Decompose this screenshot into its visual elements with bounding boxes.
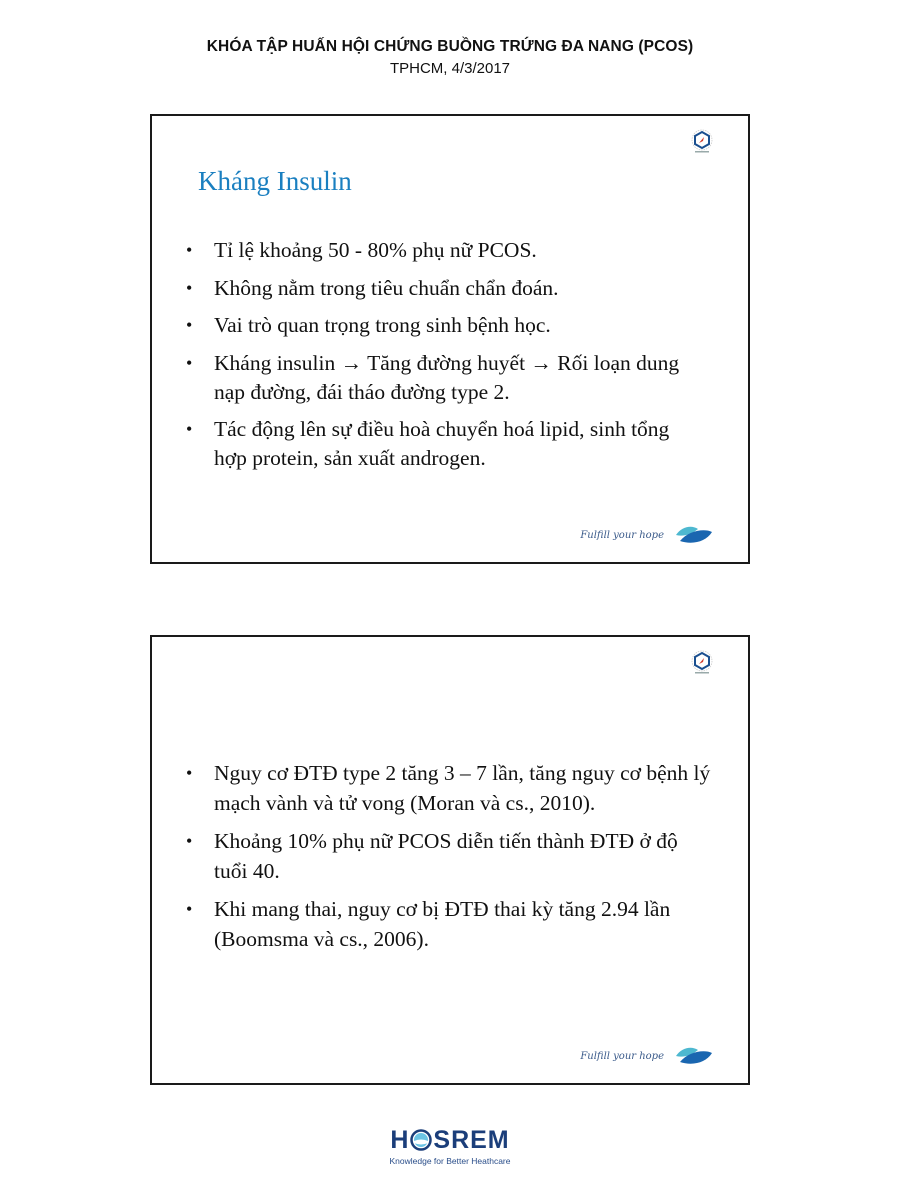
bullet-text: Kháng insulin → Tăng đường huyết → Rối loạn dung nạp đường, đái tháo đường type 2. [214,350,680,404]
slide-footer-brand [580,524,714,546]
course-title: KHÓA TẬP HUẤN HỘI CHỨNG BUỒNG TRỨNG ĐA NANG (PCOS) [206,38,694,55]
bullet-item [186,415,706,473]
bullet-marker: • [186,831,193,851]
bullet-marker: • [186,419,193,439]
course-date-location: TPHCM, 4/3/2017 [389,60,511,77]
hosrem-tagline: Knowledge for Better Heathcare [389,1156,511,1166]
globe-o-icon [410,1129,432,1151]
bullet-item [186,311,706,340]
bullet-text: Tác động lên sự điều hoà chuyển hoá lipid, sinh tổng hợp protein, sản xuất androgen. [214,417,670,470]
footer-tagline: Fulfill your hope [580,529,664,541]
bullet-text: Vai trò quan trọng trong sinh bệnh học. [214,313,551,337]
slide-footer-brand [580,1045,714,1067]
slide-2 [150,635,750,1085]
bullet-item [186,759,716,818]
hosrem-logo [370,1125,530,1166]
bullet-text: Khi mang thai, nguy cơ bị ĐTĐ thai kỳ tăng 2.94 lần (Boomsma và cs., 2006). [214,897,671,951]
bullet-item [186,274,706,303]
bullet-list [186,236,706,482]
document-header [0,36,900,80]
bullet-text: Tỉ lệ khoảng 50 - 80% phụ nữ PCOS. [214,238,537,262]
slide-title: Kháng Insulin [198,166,352,196]
bullet-text: Khoảng 10% phụ nữ PCOS diễn tiến thành ĐTĐ ở độ tuổi 40. [214,829,678,883]
bullet-marker: • [186,352,193,373]
footer-tagline: Fulfill your hope [580,1050,664,1062]
bullet-marker: • [186,240,193,260]
bullet-item [186,349,706,407]
leaf-logo-icon [672,1045,714,1067]
bullet-marker: • [186,899,193,919]
slide-1 [150,114,750,564]
bullet-item [186,236,706,265]
wordmark-right: SREM [433,1126,510,1154]
bullet-marker: • [186,315,193,335]
bullet-marker: • [186,763,193,783]
hospital-emblem-icon [690,128,714,156]
bullet-text: Nguy cơ ĐTĐ type 2 tăng 3 – 7 lần, tăng nguy cơ bệnh lý mạch vành và tử vong (Moran và cs., 2010). [214,761,711,815]
bullet-text: Không nằm trong tiêu chuẩn chẩn đoán. [214,275,559,300]
hospital-emblem-icon [690,649,714,677]
bullet-marker: • [186,277,193,298]
wordmark-left: H [390,1126,410,1154]
leaf-logo-icon [672,524,714,546]
bullet-list [186,759,716,963]
hosrem-wordmark [370,1125,530,1155]
bullet-item [186,895,716,954]
bullet-item [186,827,716,886]
